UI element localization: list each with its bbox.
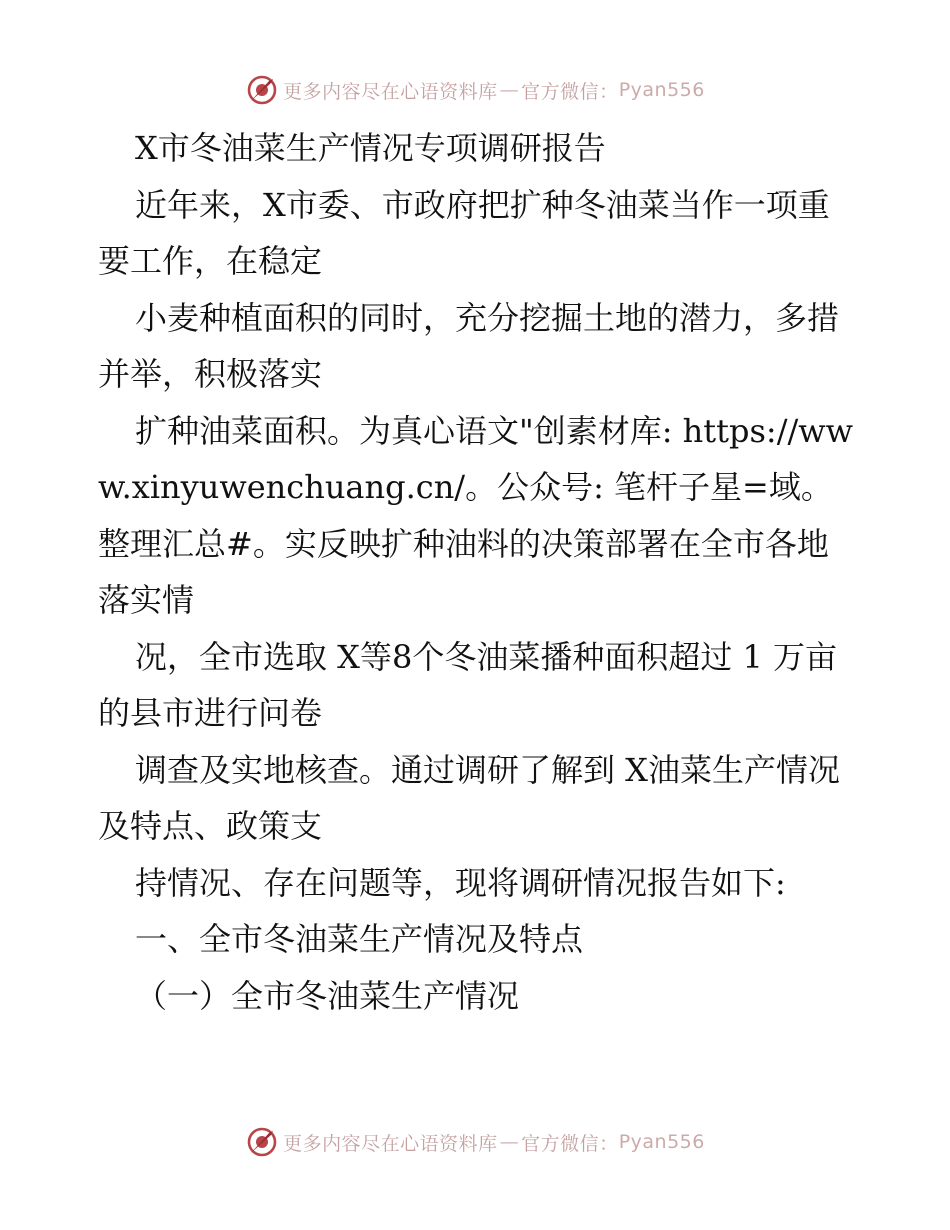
watermark-text: 更多内容尽在心语资料库 xyxy=(283,1132,498,1155)
paragraph: 况，全市选取 X等8个冬油菜播种面积超过 1 万亩的县市进行问卷 xyxy=(98,637,838,732)
document-body xyxy=(98,120,858,1024)
watermark-wechat-id: Pyan556 xyxy=(618,1131,705,1153)
paragraph: 调查及实地核查。通过调研了解到 X油菜生产情况及特点、政策支 xyxy=(98,750,840,845)
header-watermark xyxy=(0,70,950,110)
paragraph: 近年来，X市委、市政府把扩种冬油菜当作一项重要工作，在稳定 xyxy=(98,185,830,280)
document-title: X市冬油菜生产情况专项调研报告 xyxy=(135,129,606,167)
watermark-wechat-id: Pyan556 xyxy=(618,79,705,101)
watermark-text: 更多内容尽在心语资料库 xyxy=(283,80,498,103)
paragraph: 扩种油菜面积。为真心语文"创素材库: https://www.xinyuwenchuang.cn/。公众号: 笔杆子星=域。整理汇总#。实反映扩种油料的决策部署在全市各地落实情 xyxy=(98,411,854,619)
quill-logo-icon xyxy=(245,73,279,107)
watermark-separator: — xyxy=(499,79,520,101)
watermark-separator: — xyxy=(499,1131,520,1153)
quill-logo-icon xyxy=(245,1125,279,1159)
watermark-wechat-label: 官方微信： xyxy=(521,80,619,103)
subsection-heading: （一）全市冬油菜生产情况 xyxy=(135,976,520,1015)
paragraph: 持情况、存在问题等，现将调研情况报告如下: xyxy=(135,863,786,902)
paragraph: 小麦种植面积的同时，充分挖掘土地的潜力，多措并举，积极落实 xyxy=(98,298,840,393)
watermark-wechat-label: 官方微信： xyxy=(521,1132,619,1155)
section-heading: 一、全市冬油菜生产情况及特点 xyxy=(135,920,584,958)
footer-watermark xyxy=(0,1122,950,1162)
